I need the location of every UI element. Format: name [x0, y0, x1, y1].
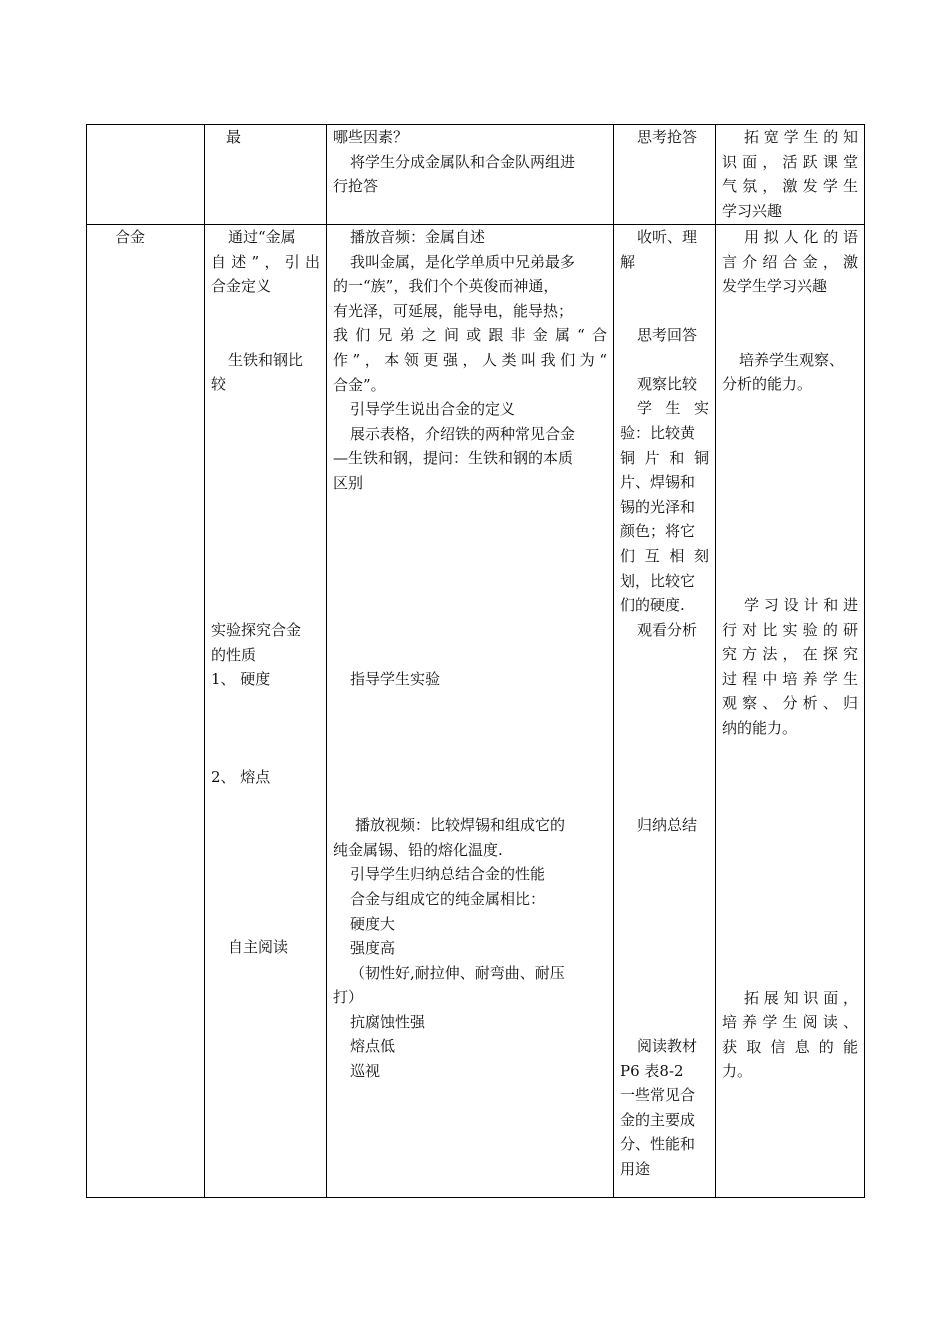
lesson-plan-table — [86, 124, 865, 1198]
student-activity-cell: 收听、理 解 思考回答 观察比较 学生实 验：比较黄 铜片和铜 片、焊锡和 锡的光泽和 颜色；将它 们互相刻 划，比较它 们的硬度. 观看分析 归纳总结 阅读教材 P6 表8-2 一些常见合 金的主要成 分、性能和 用途 — [614, 225, 716, 1198]
teacher-activity-cell: 播放音频：金属自述 我叫金属，是化学单质中兄弟最多 的一“族”，我们个个英俊而神通， 有光泽，可延展，能导电，能导热； 我们兄弟之间或跟非金属“合 作”，本领更强，人类叫我们为“ 合金”。 引导学生说出合金的定义 展示表格，介绍铁的两种常见合金 —生铁和钢，提问：生铁和钢的本质 区别 指导学生实验 播放视频：比较焊锡和组成它的 纯金属锡、铅的熔化温度. 引导学生归纳总结合金的性能 合金与组成它的纯金属相比： 硬度大 强度高 （韧性好,耐拉伸、耐弯曲、耐压 打） 抗腐蚀性强 熔点低 巡视 — [327, 225, 614, 1198]
content-cell: 最 — [205, 125, 327, 225]
design-intent-cell: 拓宽学生的知 识面，活跃课堂 气氛，激发学生 学习兴趣 — [716, 125, 865, 225]
content-cell: 通过“金属 自述”，引出 合金定义 生铁和钢比 较 实验探究合金 的性质 1、 硬度 2、 熔点 自主阅读 — [205, 225, 327, 1198]
topic-cell: 合金 — [87, 225, 205, 1198]
table-row — [87, 225, 865, 1198]
table-row — [87, 125, 865, 225]
design-intent-cell: 用拟人化的语 言介绍合金，激 发学生学习兴趣 培养学生观察、 分析的能力。 学习设计和进 行对比实验的研 究方法，在探究 过程中培养学生 观察、分析、归 纳的能力。 拓展知识面， 培养学生阅读、 获取信息的能 力。 — [716, 225, 865, 1198]
topic-cell — [87, 125, 205, 225]
student-activity-cell: 思考抢答 — [614, 125, 716, 225]
teacher-activity-cell: 哪些因素？ 将学生分成金属队和合金队两组进 行抢答 — [327, 125, 614, 225]
